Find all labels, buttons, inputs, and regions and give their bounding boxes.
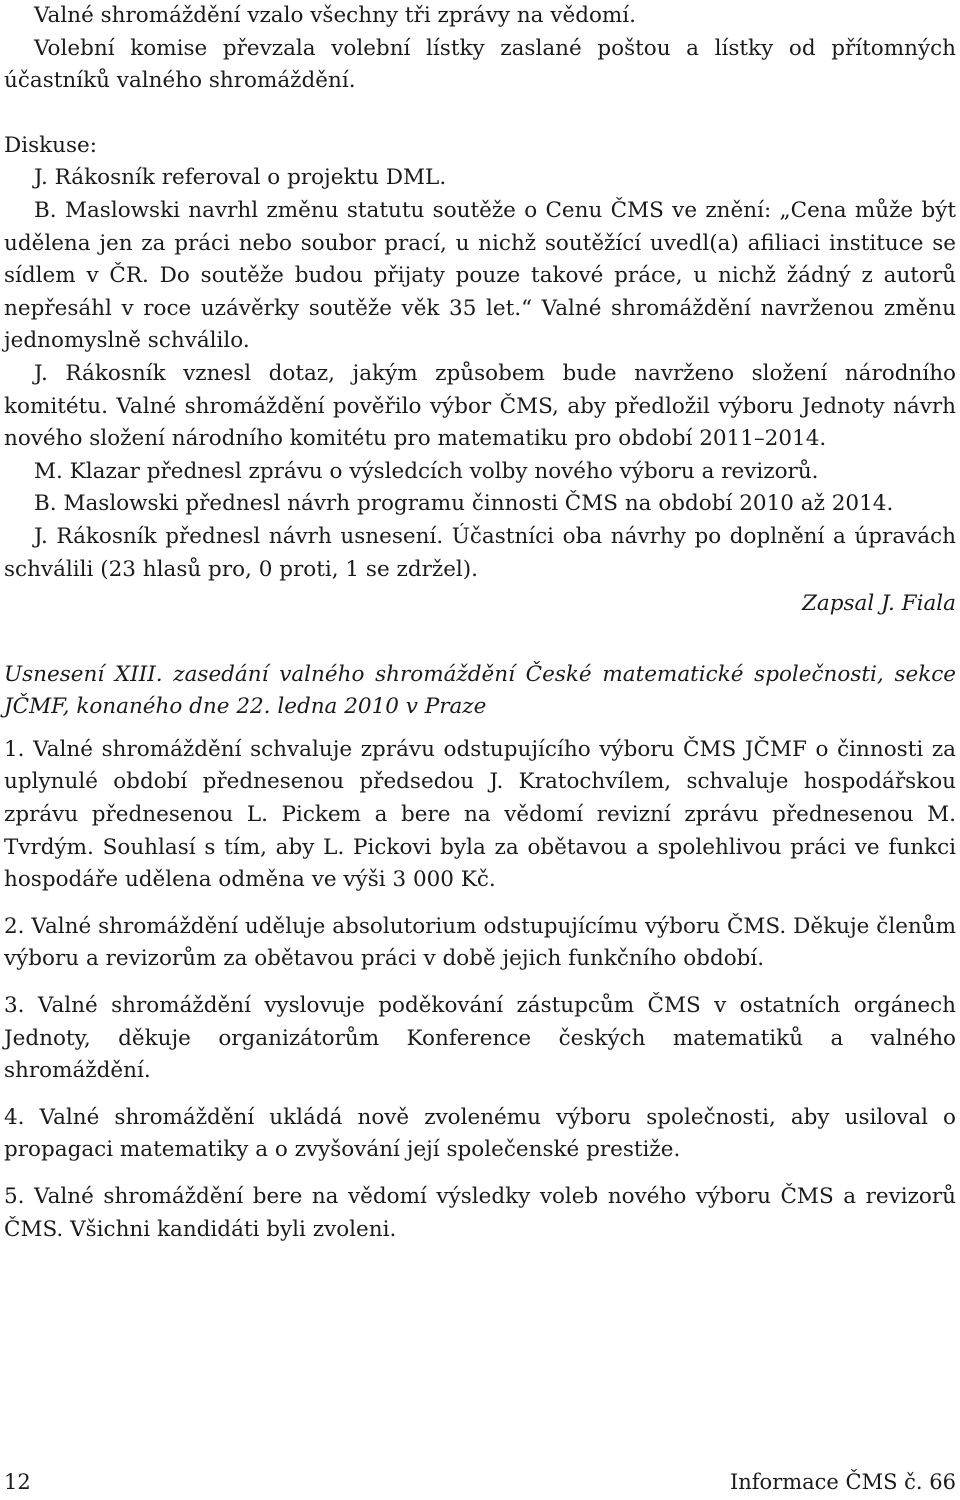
paragraph-gap (4, 98, 956, 130)
minutes-paragraph: Valné shromáždění vzalo všechny tři zprávy na vědomí. (34, 3, 637, 28)
resolution-item: 2. Valné shromáždění uděluje absolutorium odstupujícímu výboru ČMS. Děkuje členům výboru a revizorům za obětavou práci v době jejich funkčního období. (4, 913, 956, 972)
resolution-title: Usnesení XIII. zasedání valného shromáždění České matematické společnosti, sekce JČMF, konaného dne 22. ledna 2010 v Praze (4, 661, 956, 720)
signature: Zapsal J. Fiala (801, 591, 956, 617)
discussion-paragraph: J. Rákosník vznesl dotaz, jakým způsobem bude navrženo složení národního komitétu. Valné shromáždění pověřilo výbor ČMS, aby předložil výboru Jednoty návrh nového složení národního komitétu pro matematiku pro období 2011–2014. (4, 360, 956, 452)
discussion-label: Diskuse: (4, 132, 98, 158)
discussion-paragraph: M. Klazar přednesl zprávu o výsledcích volby nového výboru a revizorů. (34, 458, 819, 484)
discussion-paragraph: J. Rákosník referoval o projektu DML. (34, 165, 447, 191)
resolution-item: 1. Valné shromáždění schvaluje zprávu odstupujícího výboru ČMS JČMF o činnosti za uplynulé období přednesenou předsedou J. Kratochvílem, schvaluje hospodářskou zprávu přednesenou L. Pickem a bere na vědomí revizní zprávu přednesenou M. Tvrdým. Souhlasí s tím, aby L. Pickovi byla za obětavou a spolehlivou práci ve funkci hospodáře udělena odměna ve výši 3 000 Kč. (4, 736, 956, 893)
discussion-paragraph: B. Maslowski navrhl změnu statutu soutěže o Cenu ČMS ve znění: „Cena může být udělena jen za práci nebo soubor prací, u nichž soutěžící uvedl(a) afiliaci instituce se sídlem v ČR. Do soutěže budou přijaty pouze takové práce, u nichž žádný z autorů nepřesáhl v roce uzávěrky soutěže věk 35 let.“ Valné shromáždění navrženou změnu jednomyslně schválilo. (4, 197, 956, 354)
discussion-paragraph: J. Rákosník přednesl návrh usnesení. Účastníci oba návrhy po doplnění a úpravách schválili (23 hlasů pro, 0 proti, 1 se zdržel). (4, 523, 956, 582)
discussion-paragraph: B. Maslowski přednesl návrh programu činnosti ČMS na období 2010 až 2014. (34, 491, 894, 517)
resolution-item: 5. Valné shromáždění bere na vědomí výsledky voleb nového výboru ČMS a revizorů ČMS. Všichni kandidáti byli zvoleni. (4, 1184, 956, 1242)
document-page (4, 0, 956, 1500)
minutes-body (4, 0, 956, 586)
minutes-paragraph: Volební komise převzala volební lístky zaslané poštou a lístky od přítomných účastníků valného shromáždění. (4, 35, 956, 94)
resolution-item: 3. Valné shromáždění vyslovuje poděkování zástupcům ČMS v ostatních orgánech Jednoty, děkuje organizátorům Konference českých matematiků a valného shromáždění. (4, 993, 956, 1084)
publication-name: Informace ČMS č. 66 (729, 1470, 956, 1494)
resolution-item: 4. Valné shromáždění ukládá nově zvolenému výboru společnosti, aby usiloval o propagaci matematiky a o zvyšování její společenské prestiže. (4, 1104, 956, 1163)
resolution-list (4, 734, 956, 1246)
page-number: 12 (4, 1470, 31, 1494)
